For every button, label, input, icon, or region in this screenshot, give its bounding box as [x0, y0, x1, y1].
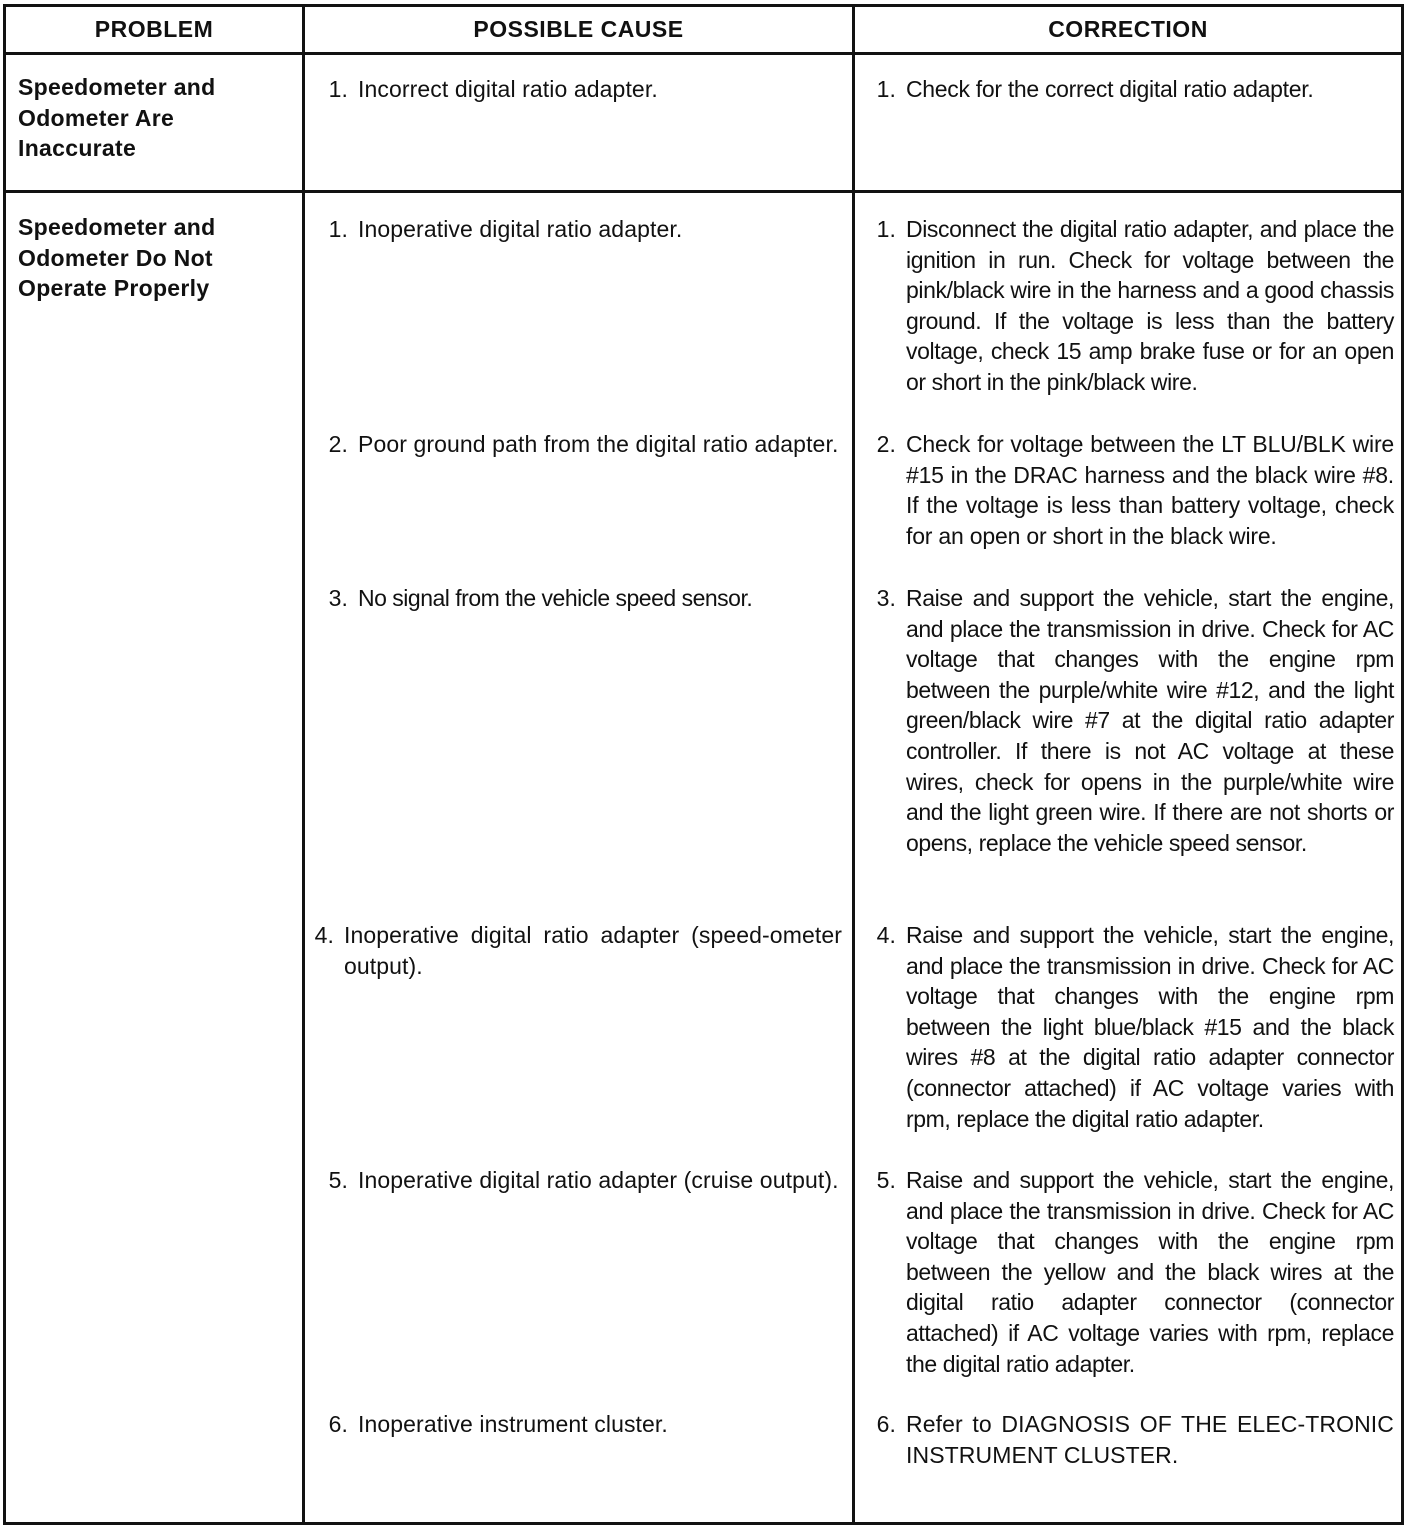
cause-number: 1. — [328, 216, 348, 242]
correction-text: Disconnect the digital ratio adapter, and place the ignition in run. Check for voltage between the pink/black wire in the harness and a good chassis ground. If the voltage is less than the battery voltage, check 15 amp brake fuse or for an open or short in the pink/black wire. — [906, 216, 1394, 395]
cause-number: 5. — [328, 1167, 348, 1193]
correction-number: 1. — [876, 76, 896, 102]
cause-number: 1. — [328, 76, 348, 102]
correction-item — [862, 1409, 1394, 1470]
header-problem: PROBLEM — [94, 16, 214, 42]
correction-item — [862, 583, 1394, 858]
cause-number: 6. — [328, 1411, 348, 1437]
column-divider-1 — [302, 4, 305, 1525]
cause-text: Inoperative digital ratio adapter. — [358, 216, 683, 242]
correction-text: Check for voltage between the LT BLU/BLK wire #15 in the DRAC harness and the black wire #8. If the voltage is less than battery voltage, check for an open or short in the black wire. — [906, 431, 1394, 549]
row-divider — [3, 190, 1404, 193]
correction-text: Raise and support the vehicle, start the engine, and place the transmission in drive. Check for AC voltage that changes with the engine rpm between the purple/white wire #12, and the light green/black wire #7 at the digital ratio adapter controller. If there is not AC voltage at these wires, check for opens in the purple/white wire and the light green wire. If there are not shorts or opens, replace the vehicle speed sensor. — [906, 585, 1394, 856]
correction-item — [862, 214, 1394, 398]
correction-item — [862, 429, 1394, 551]
correction-number: 4. — [876, 922, 896, 948]
correction-text: Refer to DIAGNOSIS OF THE ELEC-TRONIC INSTRUMENT CLUSTER. — [906, 1411, 1394, 1468]
cause-item — [314, 1165, 842, 1196]
cause-item — [314, 583, 842, 614]
correction-number: 5. — [876, 1167, 896, 1193]
column-divider-2 — [852, 4, 855, 1525]
cause-text: Poor ground path from the digital ratio adapter. — [358, 431, 839, 457]
cause-item — [314, 214, 842, 245]
correction-item — [862, 1165, 1394, 1379]
cause-number: 2. — [328, 431, 348, 457]
cause-text: Inoperative instrument cluster. — [358, 1411, 668, 1437]
correction-number: 2. — [876, 431, 896, 457]
cause-text: No signal from the vehicle speed sensor. — [358, 585, 753, 611]
cause-number: 3. — [328, 585, 348, 611]
cause-item — [314, 1409, 842, 1440]
problem-speedometer-inaccurate: Speedometer and Odometer Are Inaccurate — [18, 74, 216, 161]
correction-text: Raise and support the vehicle, start the engine, and place the transmission in drive. Check for AC voltage that changes with the engine rpm between the light blue/black #15 and the black wires #8 at the digital ratio adapter connector (connector attached) if AC voltage varies with rpm, replace the digital ratio adapter. — [906, 922, 1394, 1132]
correction-item — [862, 920, 1394, 1134]
cause-text: Inoperative digital ratio adapter (speed-ometer output). — [344, 922, 842, 979]
header-possible-cause: POSSIBLE CAUSE — [473, 16, 684, 42]
problem-speedometer-not-operating: Speedometer and Odometer Do Not Operate Properly — [18, 214, 216, 301]
cause-text: Incorrect digital ratio adapter. — [358, 76, 658, 102]
cause-item — [314, 74, 842, 105]
cause-item — [314, 429, 842, 460]
header-correction: CORRECTION — [1048, 16, 1208, 42]
correction-item — [862, 74, 1394, 105]
correction-number: 6. — [876, 1411, 896, 1437]
correction-number: 3. — [876, 585, 896, 611]
cause-item — [300, 920, 842, 981]
cause-text: Inoperative digital ratio adapter (cruise output). — [358, 1167, 839, 1193]
correction-text: Raise and support the vehicle, start the engine, and place the transmission in drive. Check for AC voltage that changes with the engine rpm between the yellow and the black wires at the digital ratio adapter connector (connector attached) if AC voltage varies with rpm, replace the digital ratio adapter. — [906, 1167, 1394, 1377]
correction-number: 1. — [876, 216, 896, 242]
header-divider — [3, 52, 1404, 55]
cause-number: 4. — [314, 922, 334, 948]
correction-text: Check for the correct digital ratio adapter. — [906, 76, 1314, 102]
